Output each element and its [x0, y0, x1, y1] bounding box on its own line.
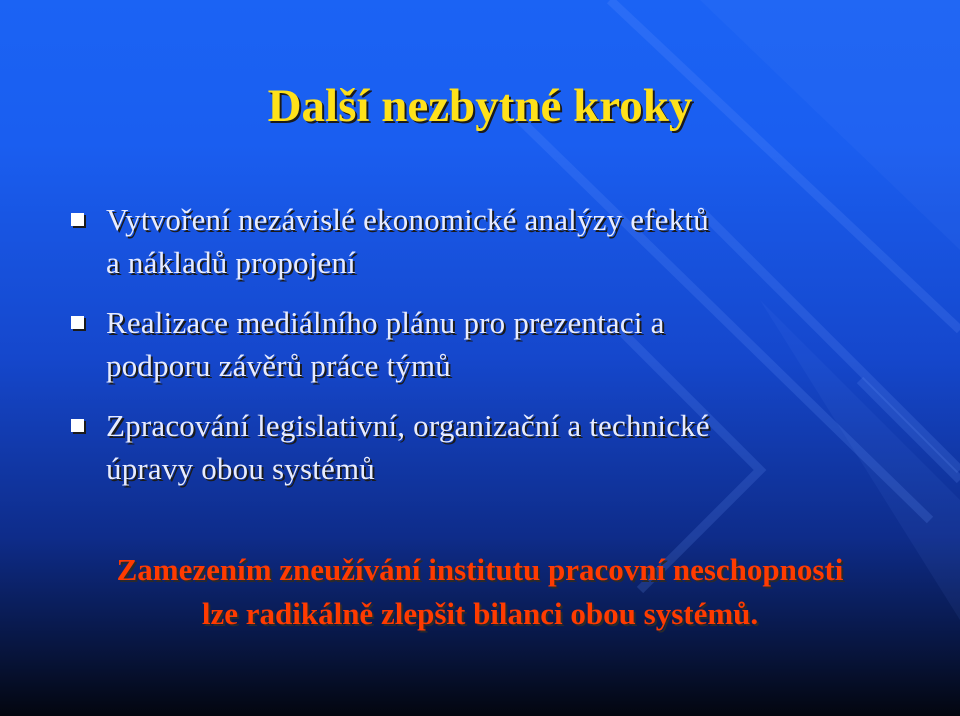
- square-bullet-icon: [71, 419, 84, 432]
- bullet-text-line: Vytvoření nezávislé ekonomické analýzy efektů: [106, 202, 709, 237]
- bullet-text-line: Zpracování legislativní, organizační a technické: [106, 408, 710, 443]
- conclusion-line: lze radikálně zlepšit bilanci obou systémů.: [201, 596, 759, 631]
- bullet-item: [68, 404, 928, 490]
- slide-title: Další nezbytné kroky: [267, 80, 693, 132]
- bullet-text-line: Realizace mediálního plánu pro prezentaci a: [106, 305, 665, 340]
- bullet-text-line: podporu závěrů práce týmů: [106, 348, 452, 383]
- conclusion-line: Zamezením zneužívání institutu pracovní neschopnosti: [116, 552, 844, 587]
- bullet-text-line: a nákladů propojení: [106, 245, 356, 280]
- conclusion-statement: [0, 548, 960, 636]
- bullet-item: [68, 198, 928, 284]
- square-bullet-icon: [71, 316, 84, 329]
- bullet-list: [68, 198, 928, 507]
- bullet-item: [68, 301, 928, 387]
- bullet-text-line: úpravy obou systémů: [106, 451, 375, 486]
- square-bullet-icon: [71, 213, 84, 226]
